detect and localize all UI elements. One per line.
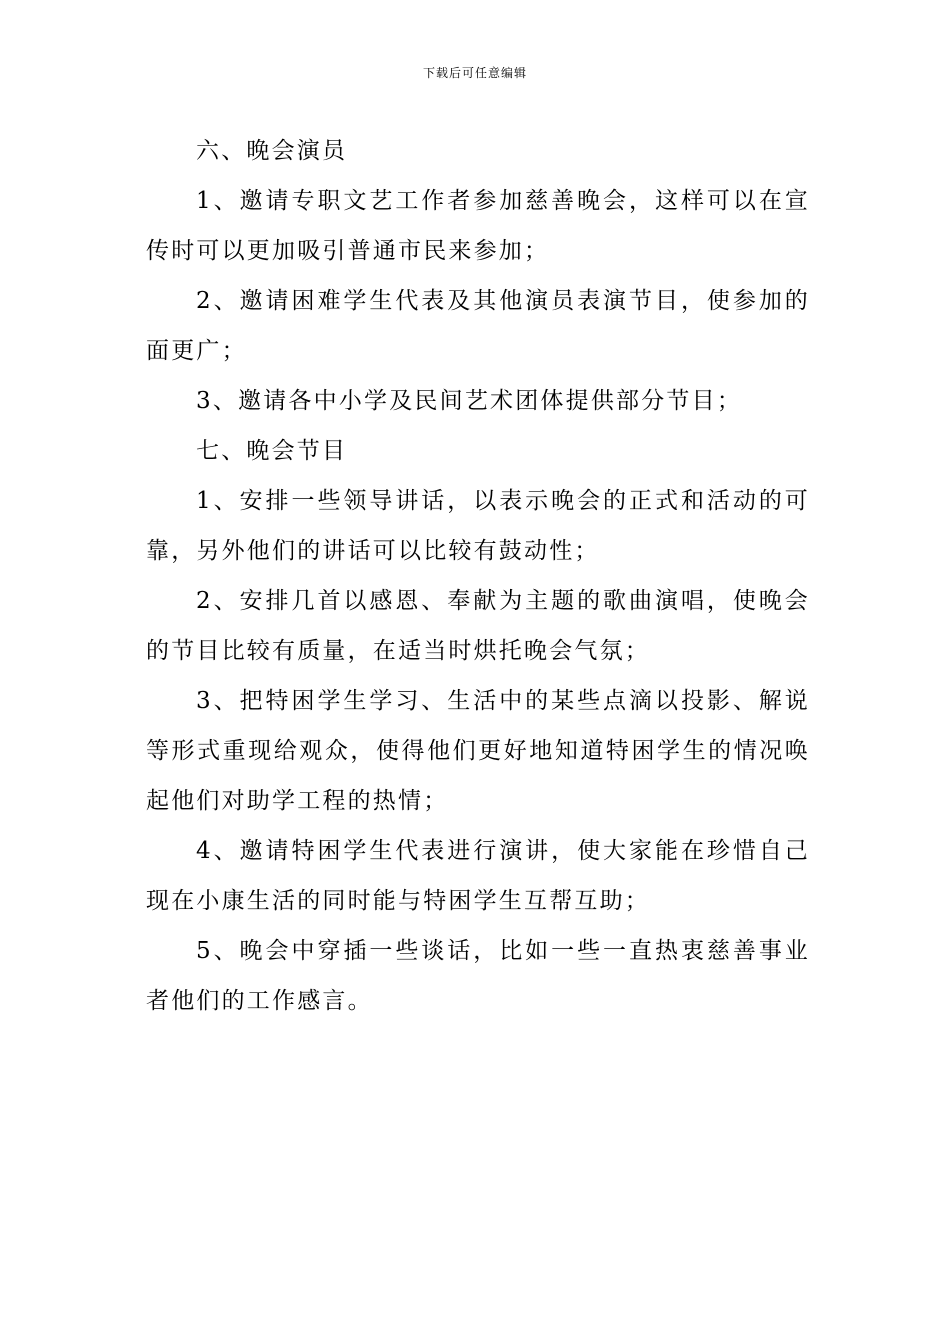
paragraph-program-2: 2、安排几首以感恩、奉献为主题的歌曲演唱，使晚会的节目比较有质量，在适当时烘托晚会气氛； [146,588,810,664]
paragraph-program-3: 3、把特困学生学习、生活中的某些点滴以投影、解说等形式重现给观众，使得他们更好地知道特困学生的情况唤起他们对助学工程的热情； [146,688,810,814]
paragraph-performers-1: 1、邀请专职文艺工作者参加慈善晚会，这样可以在宣传时可以更加吸引普通市民来参加； [146,188,810,264]
paragraph-performers-2: 2、邀请困难学生代表及其他演员表演节目，使参加的面更广； [146,288,810,364]
paragraph-program-5: 5、晚会中穿插一些谈话，比如一些一直热衷慈善事业者他们的工作感言。 [146,938,810,1014]
paragraph-program-1: 1、安排一些领导讲话，以表示晚会的正式和活动的可靠，另外他们的讲话可以比较有鼓动性； [146,488,810,564]
section-heading-performers: 六、晚会演员 [196,138,348,164]
paragraph-performers-3: 3、邀请各中小学及民间艺术团体提供部分节目； [196,388,743,414]
paragraph-program-4: 4、邀请特困学生代表进行演讲，使大家能在珍惜自己现在小康生活的同时能与特困学生互帮互助； [146,838,810,914]
document-body [146,126,810,1026]
section-heading-program: 七、晚会节目 [196,438,348,464]
header-note: 下载后可任意编辑 [422,66,527,80]
